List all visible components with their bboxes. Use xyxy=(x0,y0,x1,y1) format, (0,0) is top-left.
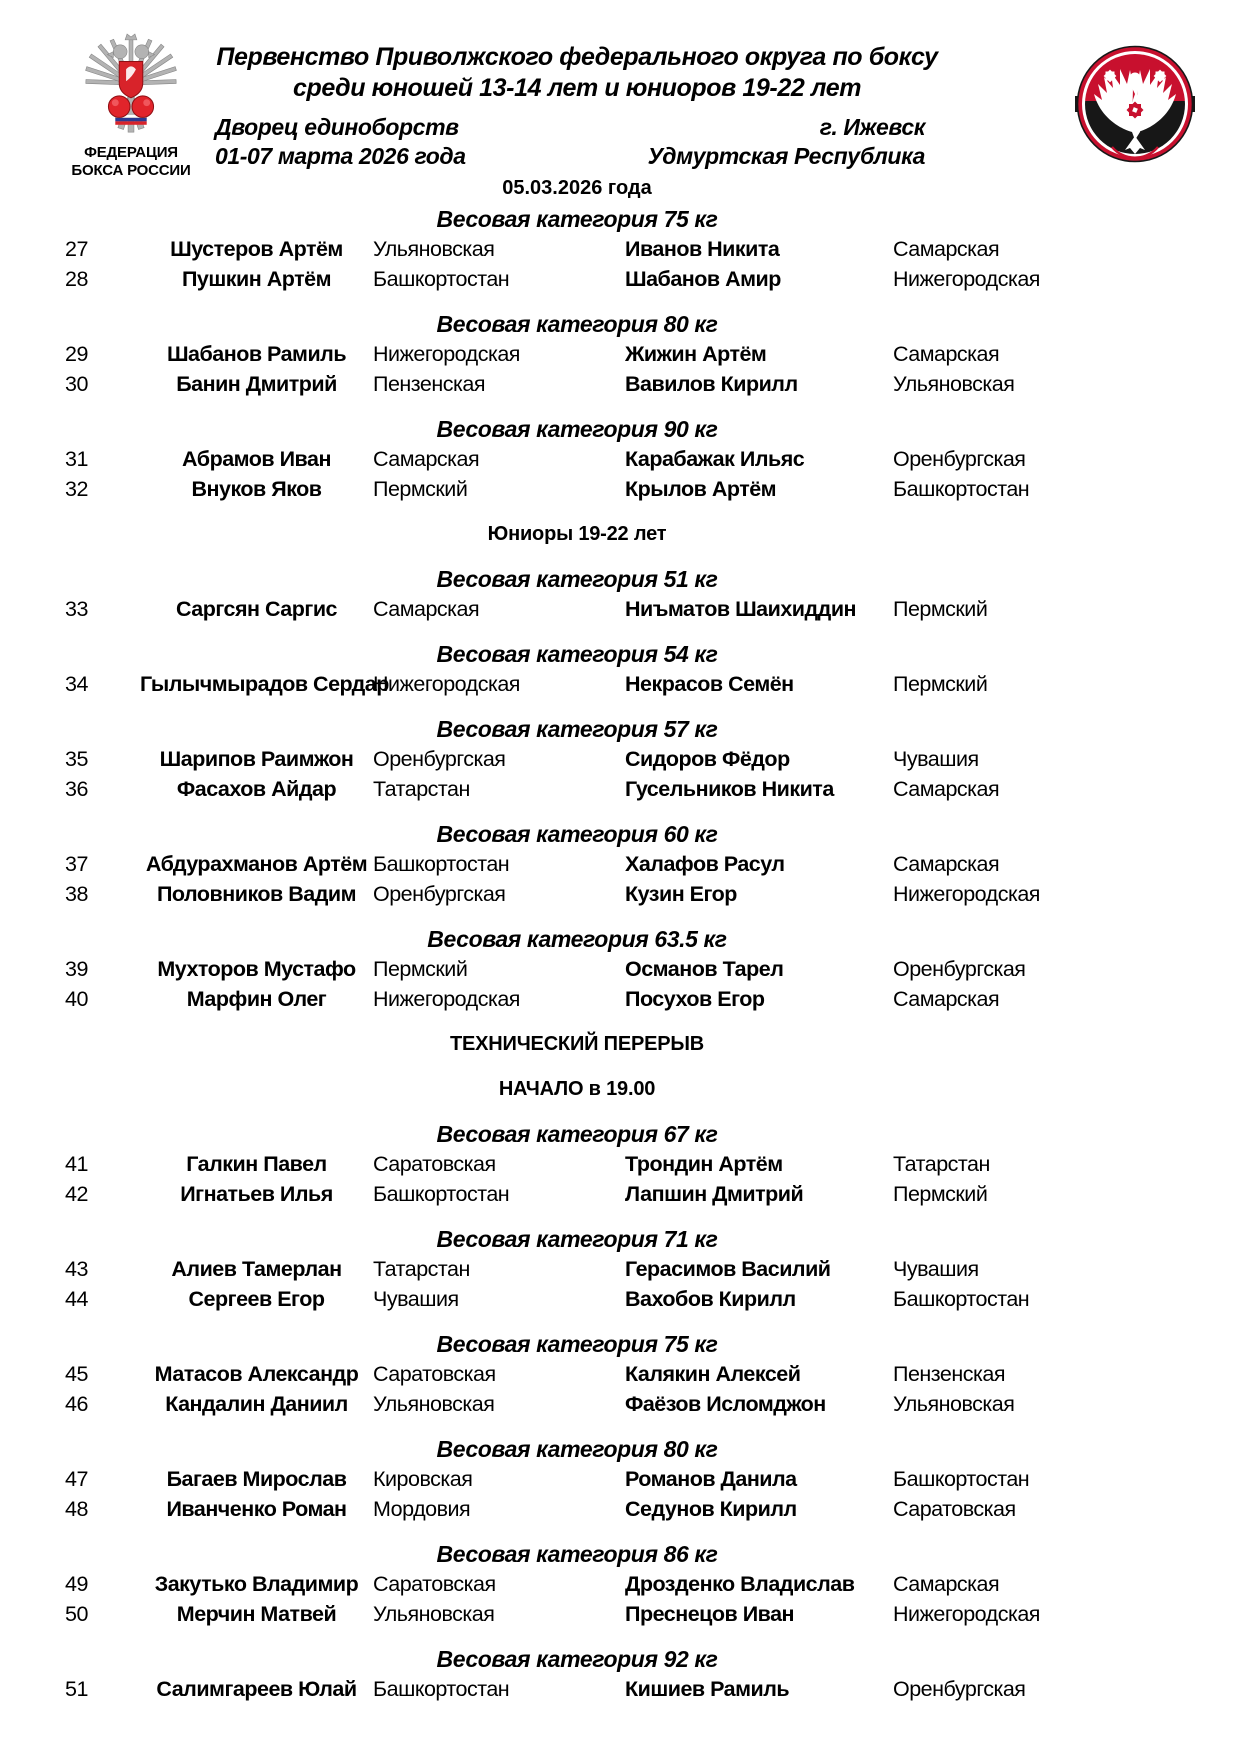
boxer2-name: Некрасов Семён xyxy=(625,672,794,696)
weight-category-title: Весовая категория 67 кг xyxy=(436,1121,718,1147)
bout-number: 45 xyxy=(65,1362,88,1386)
weight-category-section xyxy=(62,714,1092,804)
boxer2-region: Нижегородская xyxy=(893,882,1040,906)
boxer2-region: Ульяновская xyxy=(893,1392,1015,1416)
weight-category-title: Весовая категория 71 кг xyxy=(436,1226,718,1252)
boxer2-region: Ульяновская xyxy=(893,372,1015,396)
bout-row xyxy=(62,1359,1092,1389)
boxer1-region: Мордовия xyxy=(373,1497,471,1521)
bout-number: 31 xyxy=(65,447,88,471)
boxer1-name: Саргсян Саргис xyxy=(175,597,338,621)
boxer1-name: Мухторов Мустафо xyxy=(157,957,356,981)
boxer2-region: Самарская xyxy=(893,987,1000,1011)
weight-category-title: Весовая категория 63.5 кг xyxy=(427,926,727,952)
bout-row xyxy=(62,594,1092,624)
boxer1-region: Саратовская xyxy=(373,1362,496,1386)
venue: Дворец единоборств xyxy=(215,114,459,140)
boxer2-name: Герасимов Василий xyxy=(625,1257,831,1281)
boxer1-region: Нижегородская xyxy=(373,987,520,1011)
boxer2-name: Халафов Расул xyxy=(625,852,785,876)
boxer1-name: Половников Вадим xyxy=(156,882,357,906)
bout-row xyxy=(62,1254,1092,1284)
boxer1-name: Фасахов Айдар xyxy=(176,777,337,801)
boxer1-name: Абрамов Иван xyxy=(182,447,331,471)
boxer1-region: Оренбургская xyxy=(373,882,506,906)
bout-list xyxy=(62,1674,1092,1704)
boxer1-region: Башкортостан xyxy=(373,267,510,291)
bout-number: 28 xyxy=(65,267,88,291)
boxer2-region: Самарская xyxy=(893,852,1000,876)
bout-list xyxy=(62,339,1092,399)
technical-break-label: ТЕХНИЧЕСКИЙ ПЕРЕРЫВ xyxy=(449,1033,705,1055)
bout-row xyxy=(62,1284,1092,1314)
boxer2-name: Карабажак Ильяс xyxy=(625,447,805,471)
bout-number: 40 xyxy=(65,987,88,1011)
bout-row xyxy=(62,264,1092,294)
boxer1-region: Самарская xyxy=(373,597,480,621)
boxer1-region: Самарская xyxy=(373,447,480,471)
bout-list xyxy=(62,849,1092,909)
bout-row xyxy=(62,339,1092,369)
bout-number: 50 xyxy=(65,1602,88,1626)
boxer1-region: Пермский xyxy=(373,957,468,981)
city: г. Ижевск xyxy=(819,114,925,140)
boxer1-region: Чувашия xyxy=(373,1287,459,1311)
boxer2-name: Вахобов Кирилл xyxy=(625,1287,796,1311)
boxer1-name: Банин Дмитрий xyxy=(176,372,337,396)
bout-number: 37 xyxy=(65,852,88,876)
weight-category-section xyxy=(62,1224,1092,1314)
bout-row xyxy=(62,1569,1092,1599)
bout-number: 42 xyxy=(65,1182,88,1206)
weight-category-section xyxy=(62,1434,1092,1524)
boxer2-region: Башкортостан xyxy=(893,477,1030,501)
bout-list xyxy=(62,1569,1092,1629)
weight-category-title: Весовая категория 92 кг xyxy=(436,1646,718,1672)
boxer2-name: Османов Тарел xyxy=(625,957,784,981)
weight-category-section xyxy=(62,1329,1092,1419)
boxer1-name: Сергеев Егор xyxy=(188,1287,325,1311)
bout-row xyxy=(62,234,1092,264)
boxer2-region: Оренбургская xyxy=(893,447,1026,471)
weight-category-title: Весовая категория 86 кг xyxy=(436,1541,718,1567)
sections-container xyxy=(62,204,1092,1704)
weight-category-title: Весовая категория 57 кг xyxy=(436,716,718,742)
boxer1-name: Иванченко Роман xyxy=(166,1497,347,1521)
bout-number: 27 xyxy=(65,237,88,261)
bout-row xyxy=(62,1599,1092,1629)
weight-category-title: Весовая категория 54 кг xyxy=(436,641,718,667)
age-group-title: Юниоры 19-22 лет xyxy=(487,523,667,545)
weight-category-title: Весовая категория 90 кг xyxy=(436,416,718,442)
bout-row xyxy=(62,1149,1092,1179)
bout-number: 32 xyxy=(65,477,88,501)
bout-number: 36 xyxy=(65,777,88,801)
caption-line-2: БОКСА РОССИИ xyxy=(71,162,191,179)
weight-category-section xyxy=(62,204,1092,294)
bout-row xyxy=(62,1389,1092,1419)
bout-list xyxy=(62,1359,1092,1419)
boxer2-region: Башкортостан xyxy=(893,1467,1030,1491)
boxer1-region: Пензенская xyxy=(373,372,485,396)
weight-category-section xyxy=(62,1119,1092,1209)
boxer2-region: Татарстан xyxy=(893,1152,990,1176)
weight-category-title: Весовая категория 80 кг xyxy=(436,1436,718,1462)
bout-row xyxy=(62,1179,1092,1209)
bout-row xyxy=(62,1674,1092,1704)
boxer1-region: Татарстан xyxy=(373,777,470,801)
boxer1-name: Матасов Александр xyxy=(154,1362,359,1386)
bout-number: 39 xyxy=(65,957,88,981)
boxer2-region: Самарская xyxy=(893,342,1000,366)
boxer1-region: Башкортостан xyxy=(373,1182,510,1206)
udmurtia-coat-of-arms-icon xyxy=(1074,44,1196,168)
boxer1-region: Башкортостан xyxy=(373,852,510,876)
bout-list xyxy=(62,1254,1092,1314)
document-header xyxy=(62,0,1092,171)
boxer2-name: Седунов Кирилл xyxy=(625,1497,797,1521)
session-date: 05.03.2026 года xyxy=(502,177,652,199)
boxer1-name: Закутько Владимир xyxy=(154,1572,359,1596)
bout-row xyxy=(62,474,1092,504)
boxer2-region: Нижегородская xyxy=(893,267,1040,291)
boxer2-region: Пермский xyxy=(893,597,988,621)
boxing-federation-caption xyxy=(64,144,198,180)
boxer2-name: Романов Данила xyxy=(625,1467,797,1491)
weight-category-title: Весовая категория 80 кг xyxy=(436,311,718,337)
tournament-title-line-2: среди юношей 13-14 лет и юниоров 19-22 лет xyxy=(292,74,862,102)
boxer2-region: Саратовская xyxy=(893,1497,1016,1521)
weight-category-title: Весовая категория 75 кг xyxy=(436,206,718,232)
boxer2-name: Калякин Алексей xyxy=(625,1362,801,1386)
boxer2-region: Чувашия xyxy=(893,1257,979,1281)
boxer1-region: Ульяновская xyxy=(373,1602,495,1626)
bout-row xyxy=(62,774,1092,804)
bout-row xyxy=(62,954,1092,984)
boxer2-region: Самарская xyxy=(893,1572,1000,1596)
boxer2-region: Башкортостан xyxy=(893,1287,1030,1311)
bout-number: 29 xyxy=(65,342,88,366)
boxer1-region: Кировская xyxy=(373,1467,473,1491)
bout-number: 48 xyxy=(65,1497,88,1521)
boxer2-name: Дрозденко Владислав xyxy=(625,1572,855,1596)
bout-list xyxy=(62,669,1092,699)
boxer1-name: Пушкин Артём xyxy=(181,267,332,291)
bout-row xyxy=(62,369,1092,399)
bout-number: 46 xyxy=(65,1392,88,1416)
bout-row xyxy=(62,879,1092,909)
schedule xyxy=(62,173,1092,1704)
bout-row xyxy=(62,1464,1092,1494)
bout-number: 30 xyxy=(65,372,88,396)
boxer1-name: Галкин Павел xyxy=(186,1152,327,1176)
boxer1-name: Багаев Мирослав xyxy=(166,1467,347,1491)
bout-list xyxy=(62,1464,1092,1524)
boxer2-name: Вавилов Кирилл xyxy=(625,372,798,396)
boxing-federation-logo xyxy=(64,32,198,180)
bout-list xyxy=(62,954,1092,1014)
bout-number: 41 xyxy=(65,1152,88,1176)
boxer1-region: Саратовская xyxy=(373,1572,496,1596)
bout-number: 44 xyxy=(65,1287,88,1311)
boxing-federation-eagle-icon xyxy=(78,32,184,142)
weight-category-section xyxy=(62,414,1092,504)
weight-category-title: Весовая категория 60 кг xyxy=(436,821,718,847)
bout-number: 35 xyxy=(65,747,88,771)
boxer1-name: Шустеров Артём xyxy=(170,237,343,261)
boxer2-region: Чувашия xyxy=(893,747,979,771)
boxer2-region: Оренбургская xyxy=(893,1677,1026,1701)
boxer1-name: Внуков Яков xyxy=(191,477,322,501)
weight-category-title: Весовая категория 51 кг xyxy=(436,566,718,592)
boxer2-name: Кишиев Рамиль xyxy=(625,1677,790,1701)
weight-category-section xyxy=(62,564,1092,624)
boxer1-name: Салимгареев Юлай xyxy=(156,1677,357,1701)
bout-number: 49 xyxy=(65,1572,88,1596)
bout-number: 34 xyxy=(65,672,88,696)
weight-category-section xyxy=(62,309,1092,399)
bout-list xyxy=(62,444,1092,504)
boxer2-name: Трондин Артём xyxy=(625,1152,783,1176)
boxer1-name: Шабанов Рамиль xyxy=(166,342,347,366)
boxer2-region: Пермский xyxy=(893,672,988,696)
bout-row xyxy=(62,984,1092,1014)
boxer2-name: Жижин Артём xyxy=(625,342,767,366)
caption-line-1: ФЕДЕРАЦИЯ xyxy=(84,144,178,161)
boxer2-name: Кузин Егор xyxy=(625,882,737,906)
bout-list xyxy=(62,1149,1092,1209)
bout-number: 51 xyxy=(65,1677,88,1701)
bout-number: 43 xyxy=(65,1257,88,1281)
boxer2-name: Крылов Артём xyxy=(625,477,777,501)
boxer2-name: Посухов Егор xyxy=(625,987,765,1011)
boxer1-name: Шарипов Раимжон xyxy=(159,747,354,771)
weight-category-section xyxy=(62,1539,1092,1629)
boxer1-region: Башкортостан xyxy=(373,1677,510,1701)
boxer1-name: Марфин Олег xyxy=(186,987,327,1011)
weight-category-section xyxy=(62,639,1092,699)
bout-row xyxy=(62,444,1092,474)
boxer2-name: Ниъматов Шаихиддин xyxy=(625,597,857,621)
boxer1-name: Алиев Тамерлан xyxy=(171,1257,342,1281)
boxer1-region: Нижегородская xyxy=(373,672,520,696)
bout-list xyxy=(62,594,1092,624)
region: Удмуртская Республика xyxy=(647,143,925,169)
boxer1-name: Игнатьев Илья xyxy=(180,1182,333,1206)
boxer2-name: Фаёзов Исломджон xyxy=(625,1392,826,1416)
boxer1-region: Саратовская xyxy=(373,1152,496,1176)
bout-row xyxy=(62,1494,1092,1524)
bout-row xyxy=(62,744,1092,774)
boxer1-name: Кандалин Даниил xyxy=(165,1392,348,1416)
boxer2-name: Сидоров Фёдор xyxy=(625,747,790,771)
boxer1-name: Абдурахманов Артём xyxy=(145,852,368,876)
weight-category-section xyxy=(62,924,1092,1014)
boxer1-region: Нижегородская xyxy=(373,342,520,366)
weight-category-section xyxy=(62,819,1092,909)
boxer2-region: Самарская xyxy=(893,777,1000,801)
boxer2-region: Самарская xyxy=(893,237,1000,261)
bout-row xyxy=(62,849,1092,879)
boxer2-name: Шабанов Амир xyxy=(625,267,781,291)
boxer1-name: Мерчин Матвей xyxy=(176,1602,337,1626)
boxer1-region: Ульяновская xyxy=(373,237,495,261)
boxer1-region: Пермский xyxy=(373,477,468,501)
boxer1-region: Ульяновская xyxy=(373,1392,495,1416)
bout-list xyxy=(62,744,1092,804)
weight-category-section xyxy=(62,1644,1092,1704)
bout-number: 47 xyxy=(65,1467,88,1491)
bout-number: 38 xyxy=(65,882,88,906)
boxer2-region: Оренбургская xyxy=(893,957,1026,981)
dates: 01-07 марта 2026 года xyxy=(215,143,466,169)
bout-row xyxy=(62,669,1092,699)
boxer2-name: Преснецов Иван xyxy=(625,1602,795,1626)
boxer2-region: Нижегородская xyxy=(893,1602,1040,1626)
tournament-title-line-1: Первенство Приволжского федерального округа по боксу xyxy=(216,43,938,71)
boxer1-region: Татарстан xyxy=(373,1257,470,1281)
weight-category-title: Весовая категория 75 кг xyxy=(436,1331,718,1357)
boxer2-name: Гусельников Никита xyxy=(625,777,834,801)
boxer1-region: Оренбургская xyxy=(373,747,506,771)
boxer2-name: Лапшин Дмитрий xyxy=(625,1182,804,1206)
boxer2-name: Иванов Никита xyxy=(625,237,780,261)
start-time-label: НАЧАЛО в 19.00 xyxy=(498,1078,656,1100)
bout-number: 33 xyxy=(65,597,88,621)
boxer2-region: Пермский xyxy=(893,1182,988,1206)
boxer1-name: Гылычмырадов Сердар xyxy=(140,672,389,696)
udmurtia-emblem-logo xyxy=(1074,44,1196,168)
bout-list xyxy=(62,234,1092,294)
boxer2-region: Пензенская xyxy=(893,1362,1005,1386)
